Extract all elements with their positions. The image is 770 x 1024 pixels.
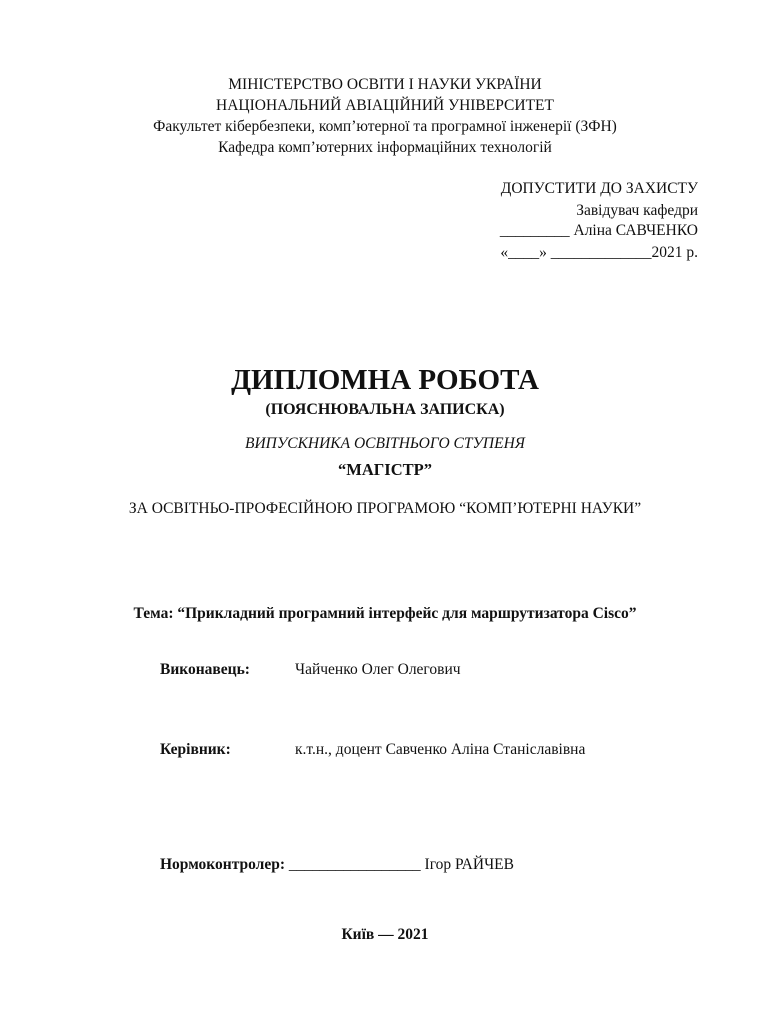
normcontrol-value: _________________ Ігор РАЙЧЕВ — [285, 856, 514, 873]
graduate-of-label: ВИПУСКНИКА ОСВІТНЬОГО СТУПЕНЯ — [245, 435, 525, 452]
city-year: Київ — 2021 — [341, 926, 429, 943]
normcontrol-row — [160, 856, 514, 874]
supervisor-label: Керівник: — [160, 741, 231, 758]
approval-date-line: «____» _____________2021 р. — [500, 244, 698, 261]
executor-name: Чайченко Олег Олегович — [295, 661, 461, 678]
supervisor-name: к.т.н., доцент Савченко Аліна Станіславівна — [295, 741, 586, 758]
thesis-topic: Тема: “Прикладний програмний інтерфейс для маршрутизатора Cisco” — [133, 605, 637, 622]
document-title: ДИПЛОМНА РОБОТА — [231, 364, 539, 396]
approval-role: Завідувач кафедри — [576, 202, 698, 219]
document-subtitle: (ПОЯСНЮВАЛЬНА ЗАПИСКА) — [265, 401, 505, 418]
ministry-heading: МІНІСТЕРСТВО ОСВІТИ І НАУКИ УКРАЇНИ — [228, 76, 542, 93]
executor-label: Виконавець: — [160, 661, 250, 678]
degree-label: “МАГІСТР” — [338, 460, 432, 479]
faculty-heading: Факультет кібербезпеки, комп’ютерної та програмної інженерії (ЗФН) — [153, 118, 617, 135]
program-label: ЗА ОСВІТНЬО-ПРОФЕСІЙНОЮ ПРОГРАМОЮ “КОМП’ЮТЕРНІ НАУКИ” — [128, 500, 642, 517]
university-heading: НАЦІОНАЛЬНИЙ АВІАЦІЙНИЙ УНІВЕРСИТЕТ — [216, 97, 554, 114]
approval-heading: ДОПУСТИТИ ДО ЗАХИСТУ — [500, 180, 698, 197]
department-heading: Кафедра комп’ютерних інформаційних технологій — [218, 139, 552, 156]
approval-signature-line: _________ Аліна САВЧЕНКО — [499, 222, 698, 239]
normcontrol-label: Нормоконтролер: — [160, 856, 286, 873]
